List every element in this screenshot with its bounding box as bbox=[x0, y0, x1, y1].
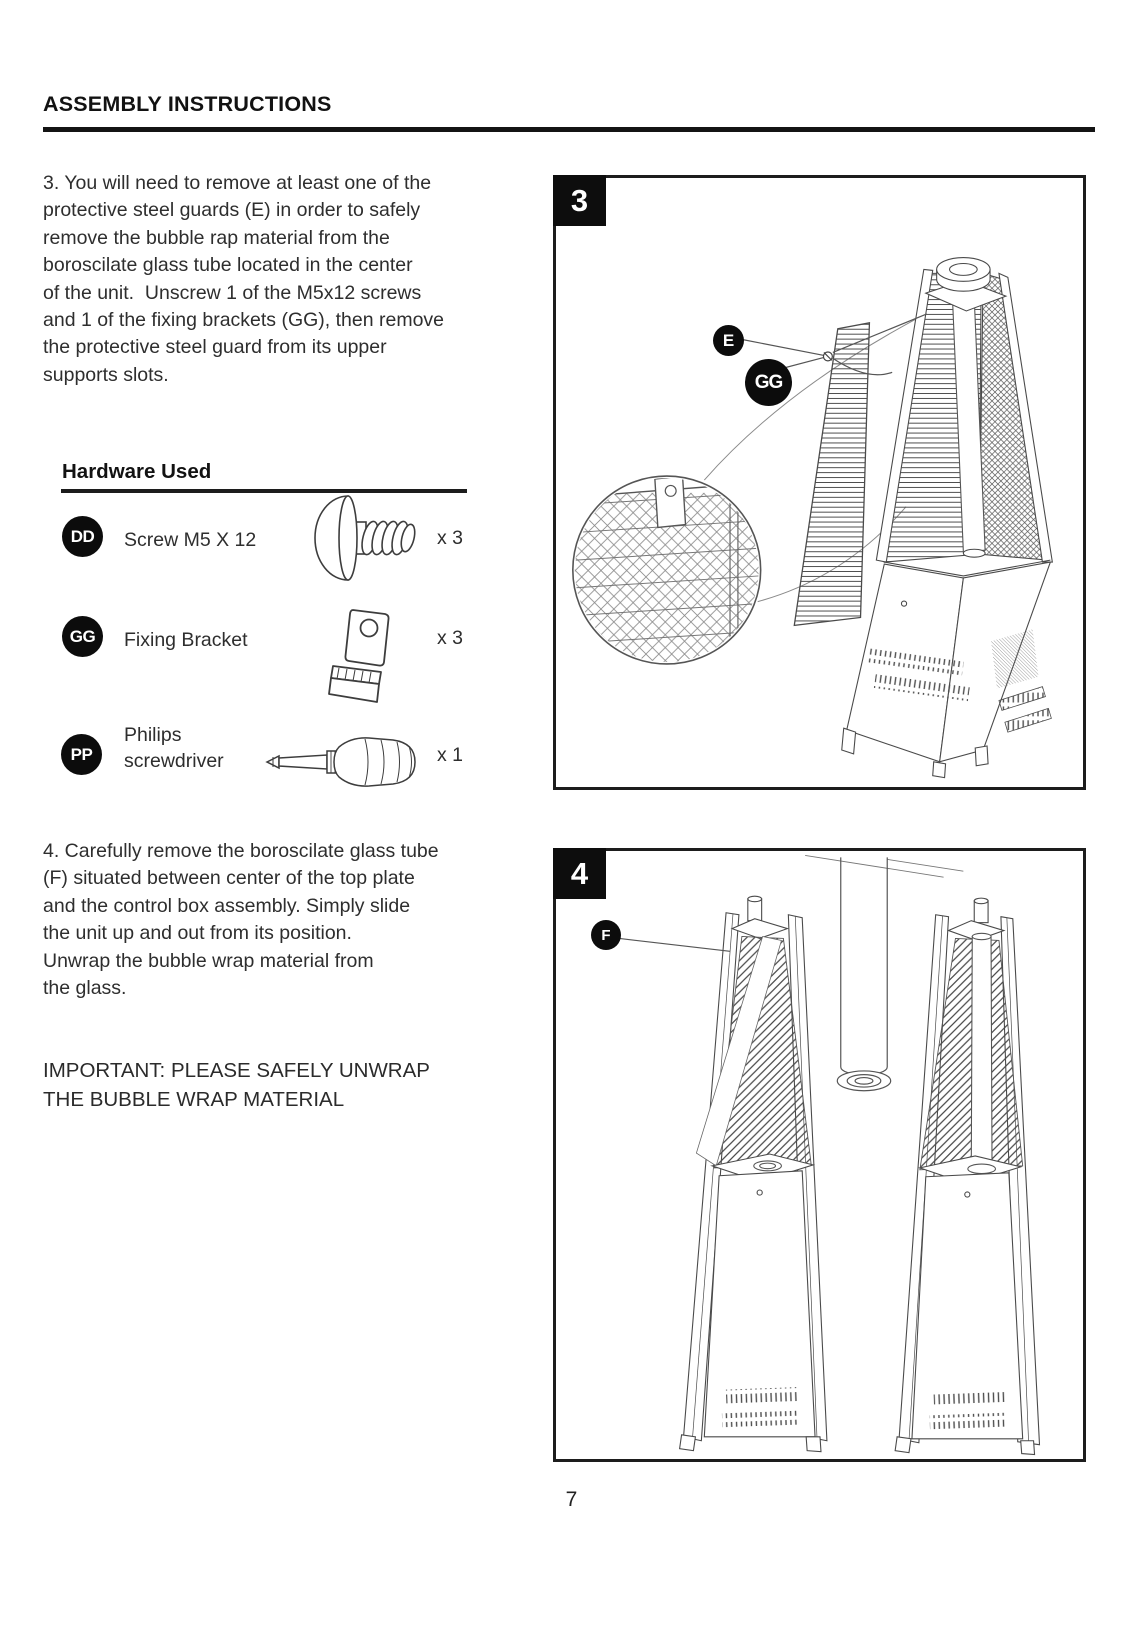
figure3-heater-illustration bbox=[556, 178, 1083, 787]
text-line: IMPORTANT: PLEASE SAFELY UNWRAP bbox=[43, 1059, 430, 1082]
callout-f-badge: F bbox=[591, 920, 621, 950]
hardware-label-bracket: Fixing Bracket bbox=[124, 629, 248, 651]
figure4-heaters-illustration bbox=[556, 851, 1083, 1459]
text-line: (F) situated between center of the top plate bbox=[43, 867, 415, 890]
text-line: the unit up and out from its position. bbox=[43, 922, 352, 945]
text-line: the protective steel guard from its upper bbox=[43, 336, 387, 359]
text-line: and the control box assembly. Simply slide bbox=[43, 894, 411, 917]
text-line: the glass. bbox=[43, 977, 127, 1000]
header-rule bbox=[43, 127, 1095, 132]
text-line: 4. Carefully remove the boroscilate glass tube bbox=[43, 840, 439, 862]
figure-4 bbox=[553, 848, 1086, 1462]
page-number: 7 bbox=[565, 1488, 578, 1511]
page-title: ASSEMBLY INSTRUCTIONS bbox=[43, 92, 332, 116]
screw-icon bbox=[312, 492, 417, 584]
text-line: 3. You will need to remove at least one of the bbox=[43, 172, 432, 194]
callout-e-badge: E bbox=[713, 325, 744, 356]
text-line: of the unit. Unscrew 1 of the M5x12 screws bbox=[43, 281, 422, 304]
fixing-bracket-icon bbox=[325, 606, 395, 712]
hardware-qty-screw: x 3 bbox=[437, 527, 464, 549]
figure-3-number: 3 bbox=[553, 175, 606, 226]
hardware-label-screwdriver: Philips screwdriver bbox=[124, 724, 224, 772]
text-line: protective steel guards (E) in order to safely bbox=[43, 199, 421, 222]
hardware-qty-bracket: x 3 bbox=[437, 627, 464, 649]
step-3-instructions bbox=[43, 170, 444, 389]
text-line: and 1 of the fixing brackets (GG), then remove bbox=[43, 309, 445, 332]
text-line: boroscilate glass tube located in the center bbox=[43, 254, 413, 277]
step-4-instructions bbox=[43, 838, 439, 1002]
badge-dd: DD bbox=[62, 516, 103, 557]
badge-gg: GG bbox=[62, 616, 103, 657]
text-line: remove the bubble rap material from the bbox=[43, 226, 390, 249]
text-line: supports slots. bbox=[43, 363, 169, 386]
figure-3 bbox=[553, 175, 1086, 790]
important-note bbox=[43, 1056, 430, 1114]
hardware-qty-screwdriver: x 1 bbox=[437, 744, 464, 766]
text-line: Unwrap the bubble wrap material from bbox=[43, 949, 374, 972]
callout-gg-badge: GG bbox=[745, 359, 792, 406]
phillips-screwdriver-icon bbox=[265, 732, 420, 792]
figure-4-number: 4 bbox=[553, 848, 606, 899]
badge-pp: PP bbox=[61, 734, 102, 775]
hardware-used-title: Hardware Used bbox=[62, 460, 212, 483]
hardware-label-screw: Screw M5 X 12 bbox=[124, 529, 257, 551]
text-line: THE BUBBLE WRAP MATERIAL bbox=[43, 1088, 345, 1111]
